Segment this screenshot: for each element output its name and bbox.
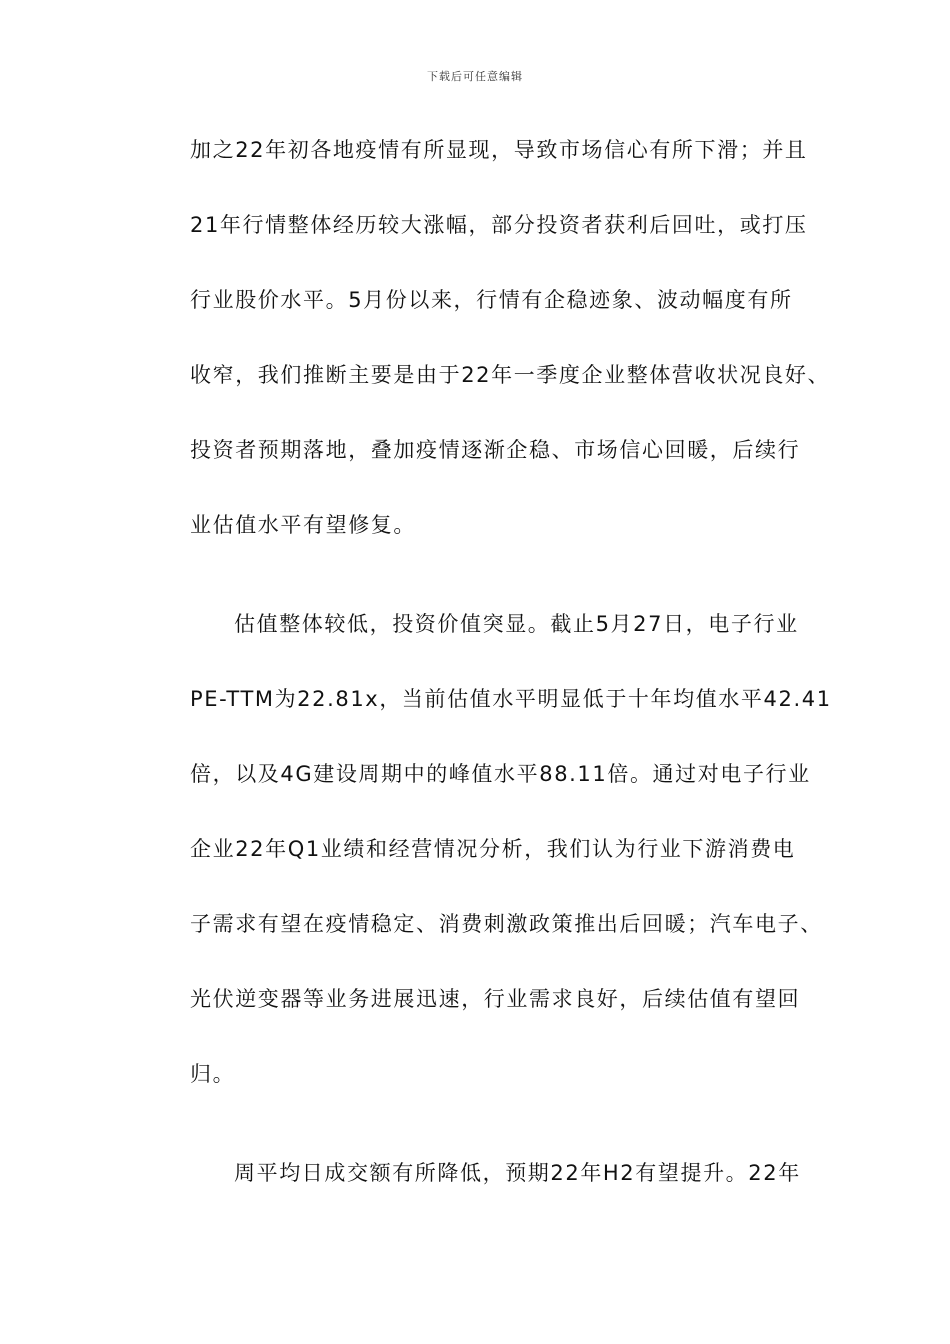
text-line: 周平均日成交额有所降低，预期22年H2有望提升。22年 — [234, 1161, 801, 1185]
text-line: 行业股价水平。5月份以来，行情有企稳迹象、波动幅度有所 — [190, 288, 793, 312]
text-line: 21年行情整体经历较大涨幅，部分投资者获利后回吐，或打压 — [190, 213, 808, 237]
text-line: 光伏逆变器等业务进展迅速，行业需求良好，后续估值有望回 — [190, 987, 801, 1011]
text-line: 投资者预期落地，叠加疫情逐渐企稳、市场信心回暖，后续行 — [190, 438, 801, 462]
text-line: 业估值水平有望修复。 — [190, 513, 416, 537]
text-line: 倍，以及4G建设周期中的峰值水平88.11倍。通过对电子行业 — [190, 762, 811, 786]
header-note: 下载后可任意编辑 — [427, 70, 523, 83]
text-line: PE-TTM为22.81x，当前估值水平明显低于十年均值水平42.41 — [190, 687, 832, 711]
text-line: 归。 — [190, 1062, 236, 1086]
text-line: 估值整体较低，投资价值突显。截止5月27日，电子行业 — [234, 612, 799, 636]
text-line: 加之22年初各地疫情有所显现，导致市场信心有所下滑；并且 — [190, 138, 808, 162]
text-line: 企业22年Q1业绩和经营情况分析，我们认为行业下游消费电 — [190, 837, 796, 861]
text-line: 子需求有望在疫情稳定、消费刺激政策推出后回暖；汽车电子、 — [190, 912, 823, 936]
text-line: 收窄，我们推断主要是由于22年一季度企业整体营收状况良好、 — [190, 363, 831, 387]
